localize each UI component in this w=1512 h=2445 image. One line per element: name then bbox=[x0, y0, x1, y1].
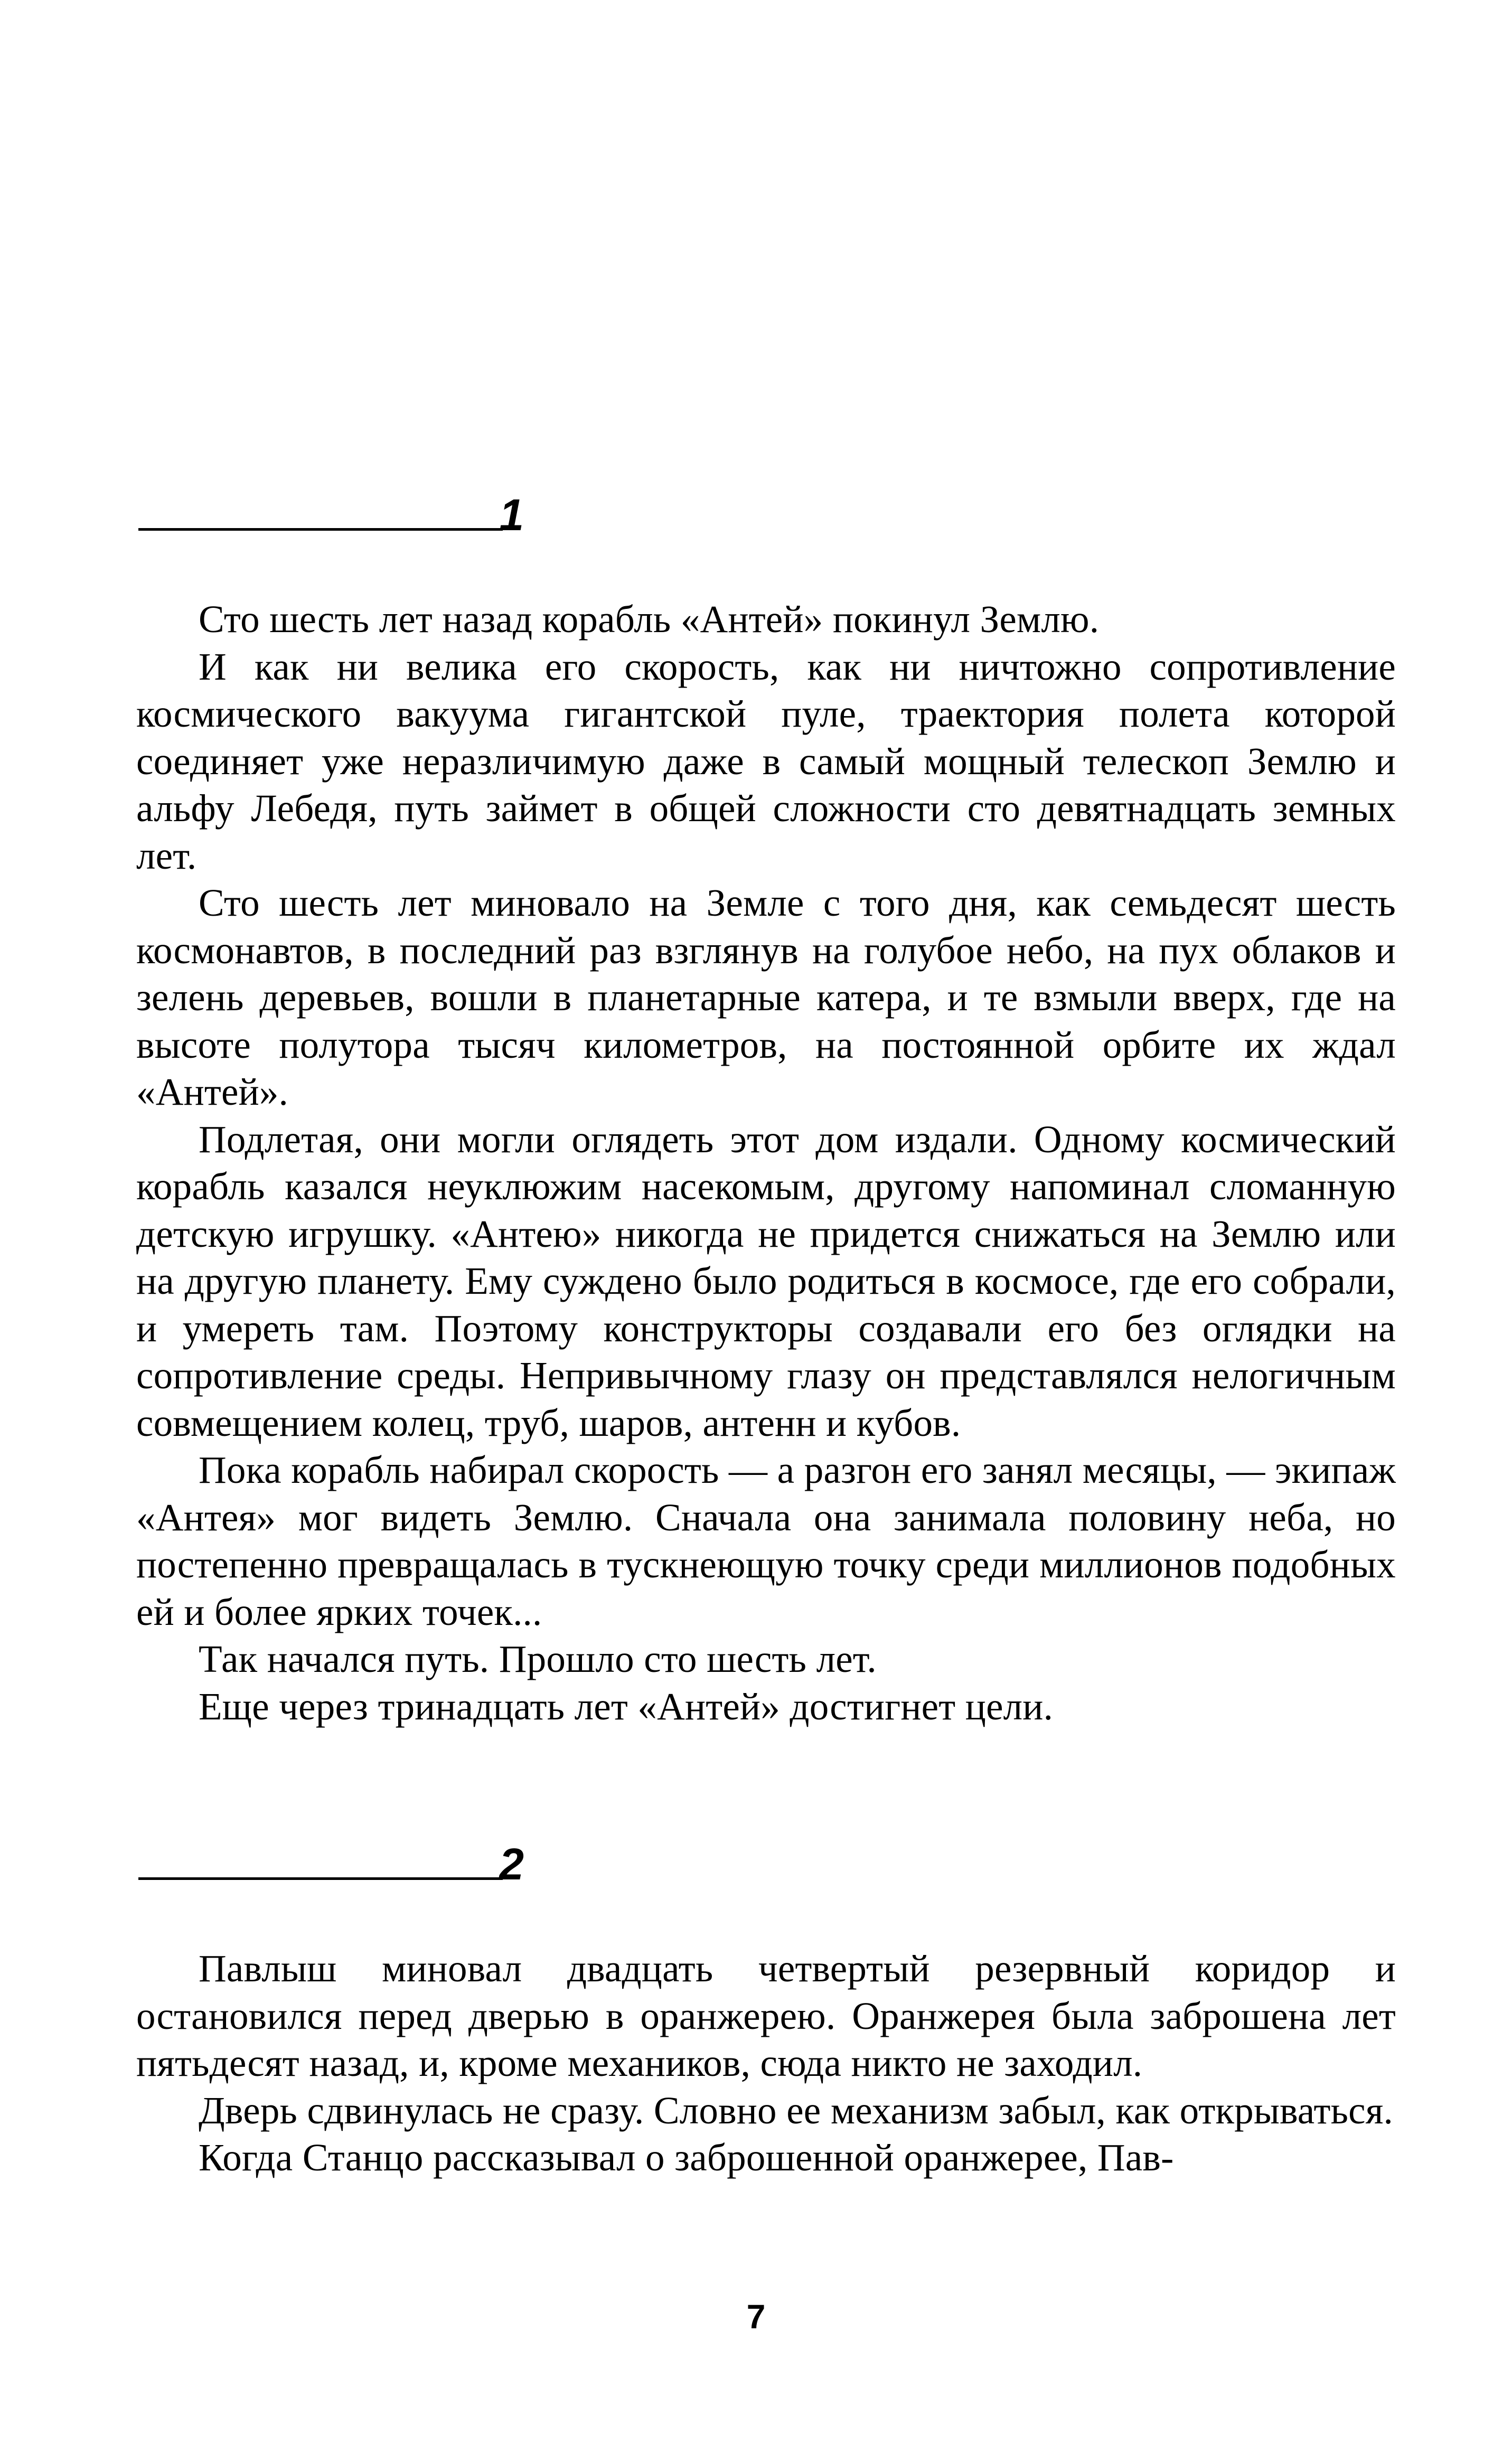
page-number: 7 bbox=[746, 2298, 766, 2336]
paragraph: Сто шесть лет назад корабль «Антей» покинул Землю. bbox=[199, 598, 1100, 641]
chapter-1-heading bbox=[138, 490, 524, 540]
chapter-2-number: 2 bbox=[499, 1839, 524, 1889]
paragraph: Павлыш миновал двадцать четвертый резервный коридор и остановился перед дверью в оранжерею. Оранжерея была заброшена лет пятьдесят назад, и, кроме механиков, сюда никто не заходил. bbox=[136, 1947, 1396, 2084]
chapter-2-text bbox=[136, 1945, 1396, 2181]
chapter-2-heading bbox=[138, 1839, 524, 1889]
paragraph: И как ни велика его скорость, как ни ничтожно сопротивление космического вакуума гигантской пуле, траектория полета которой соединяет уже неразличимую даже в самый мощный телескоп Землю и альфу Лебедя, путь займет в общей сложности сто девятнадцать земных лет. bbox=[136, 645, 1396, 877]
paragraph: Когда Станцо рассказывал о заброшенной оранжерее, Пав- bbox=[199, 2136, 1174, 2179]
paragraph: Подлетая, они могли оглядеть этот дом издали. Одному космический корабль казался неуклюжим насекомым, другому напоминал сломанную детскую игрушку. «Антею» никогда не придется снижаться на Землю или на другую планету. Ему суждено было родиться в космосе, где его собрали, и умереть там. Поэтому конструкторы создавали его без оглядки на сопротивление среды. Непривычному глазу он представлялся нелогичным совмещением колец, труб, шаров, антенн и кубов. bbox=[136, 1117, 1396, 1444]
paragraph: Дверь сдвинулась не сразу. Словно ее механизм забыл, как открываться. bbox=[199, 2089, 1393, 2132]
paragraph: Так начался путь. Прошло сто шесть лет. bbox=[199, 1638, 877, 1680]
chapter-1-number: 1 bbox=[499, 490, 524, 540]
paragraph: Сто шесть лет миновало на Земле с того дня, как семьдесят шесть космонавтов, в последний раз взглянув на голубое небо, на пух облаков и зелень деревьев, вошли в планетарные катера, и те взмыли вверх, где на высоте полутора тысяч километров, на постоянной орбите их ждал «Антей». bbox=[136, 881, 1396, 1113]
chapter-2-rule bbox=[138, 1877, 503, 1880]
chapter-1-text bbox=[136, 596, 1396, 1730]
paragraph: Еще через тринадцать лет «Антей» достигнет цели. bbox=[199, 1685, 1054, 1728]
paragraph: Пока корабль набирал скорость — а разгон его занял месяцы, — экипаж «Антея» мог видеть Землю. Сначала она занимала половину неба, но постепенно превращалась в тускнеющую точку среди миллионов подобных ей и более ярких точек... bbox=[136, 1449, 1396, 1633]
chapter-1-rule bbox=[138, 528, 503, 531]
